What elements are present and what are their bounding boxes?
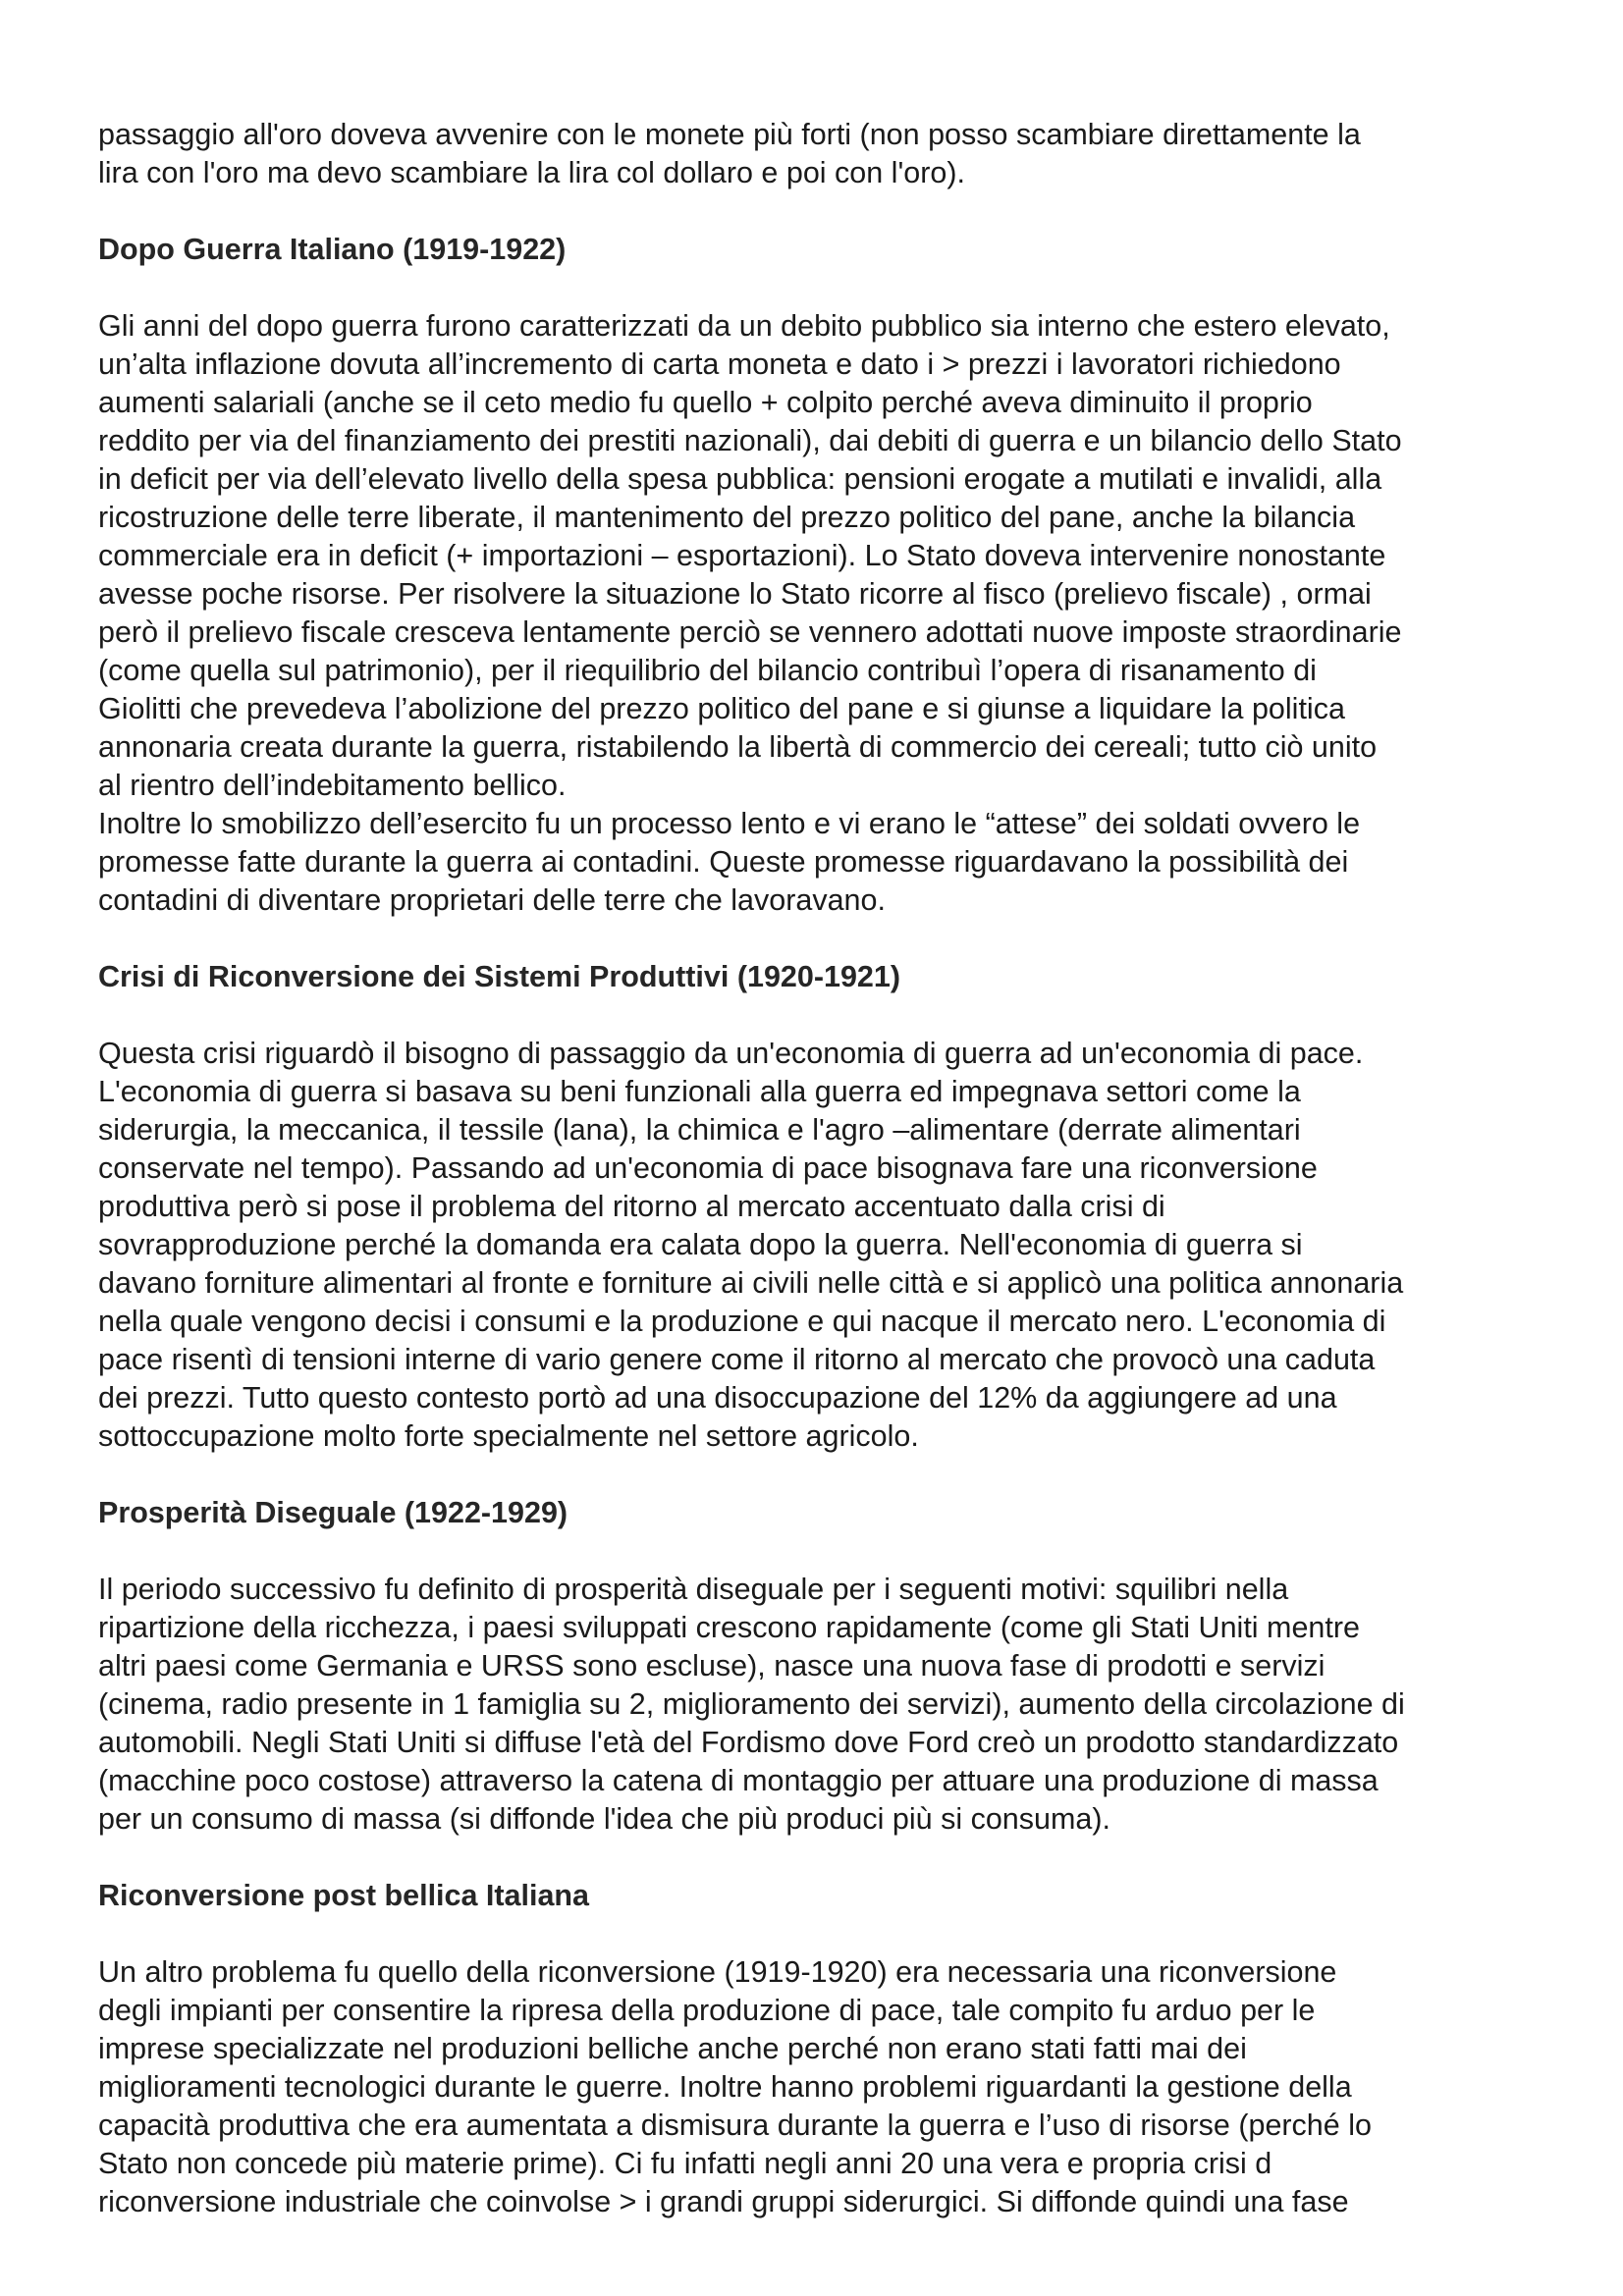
section-paragraph-crisi-riconversione: Questa crisi riguardò il bisogno di passaggio da un'economia di guerra ad un'economia di pace. L'economia di guerra si basava su beni funzionali alla guerra ed impegnava settori come la siderurgia, la meccanica, il tessile (lana), la chimica e l'agro –alimentare (derrate alimentari conservate nel tempo). Passando ad un'economia di pace bisognava fare una riconversione produttiva però si pose il problema del ritorno al mercato accentuato dalla crisi di sovrapproduzione perché la domanda era calata dopo la guerra. Nell'economia di guerra si davano forniture alimentari al fronte e forniture ai civili nelle città e si applicò una politica annonaria nella quale vengono decisi i consumi e la produzione e qui nacque il mercato nero. L'economia di pace risentì di tensioni interne di vario genere come il ritorno al mercato che provocò una caduta dei prezzi. Tutto questo contesto portò ad una disoccupazione del 12% da aggiungere ad una sottoccupazione molto forte specialmente nel settore agricolo. <box>98 1037 1404 1453</box>
section-heading-dopo-guerra: Dopo Guerra Italiano (1919-1922) <box>98 233 567 266</box>
section-heading-crisi-riconversione: Crisi di Riconversione dei Sistemi Produttivi (1920-1921) <box>98 960 900 993</box>
document-body <box>98 116 1551 2221</box>
section-paragraph-dopo-guerra: Gli anni del dopo guerra furono caratterizzati da un debito pubblico sia interno che estero elevato, un’alta inflazione dovuta all’incremento di carta moneta e dato i > prezzi i lavoratori richiedono aumenti salariali (anche se il ceto medio fu quello + colpito perché aveva diminuito il proprio reddito per via del finanziamento dei prestiti nazionali), dai debiti di guerra e un bilancio dello Stato in deficit per via dell’elevato livello della spesa pubblica: pensioni erogate a mutilati e invalidi, alla ricostruzione delle terre liberate, il mantenimento del prezzo politico del pane, anche la bilancia commerciale era in deficit (+ importazioni – esportazioni). Lo Stato doveva intervenire nonostante avesse poche risorse. Per risolvere la situazione lo Stato ricorre al fisco (prelievo fiscale) , ormai però il prelievo fiscale cresceva lentamente perciò se vennero adottati nuove imposte straordinarie (come quella sul patrimonio), per il riequilibrio del bilancio contribuì l’opera di risanamento di Giolitti che prevedeva l’abolizione del prezzo politico del pane e si giunse a liquidare la politica annonaria creata durante la guerra, ristabilendo la libertà di commercio dei cereali; tutto ciò unito al rientro dell’indebitamento bellico. Inoltre lo smobilizzo dell’esercito fu un processo lento e vi erano le “attese” dei soldati ovvero le promesse fatte durante la guerra ai contadini. Queste promesse riguardavano la possibilità dei contadini di diventare proprietari delle terre che lavoravano. <box>98 309 1402 917</box>
section-paragraph-prosperita: Il periodo successivo fu definito di prosperità diseguale per i seguenti motivi: squilibri nella ripartizione della ricchezza, i paesi sviluppati crescono rapidamente (come gli Stati Uniti mentre altri paesi come Germania e URSS sono escluse), nasce una nuova fase di prodotti e servizi (cinema, radio presente in 1 famiglia su 2, miglioramento dei servizi), aumento della circolazione di automobili. Negli Stati Uniti si diffuse l'età del Fordismo dove Ford creò un prodotto standardizzato (macchine poco costose) attraverso la catena di montaggio per attuare una produzione di massa per un consumo di massa (si diffonde l'idea che più produci più si consuma). <box>98 1573 1405 1836</box>
section-heading-riconversione-italiana: Riconversione post bellica Italiana <box>98 1879 590 1912</box>
spacer <box>98 1915 1551 1953</box>
spacer <box>98 1456 1551 1494</box>
spacer <box>98 996 1551 1035</box>
spacer <box>98 1839 1551 1877</box>
intro-paragraph: passaggio all'oro doveva avvenire con le monete più forti (non posso scambiare direttamente la lira con l'oro ma devo scambiare la lira col dollaro e poi con l'oro). <box>98 118 1361 189</box>
spacer <box>98 192 1551 231</box>
spacer <box>98 269 1551 307</box>
spacer <box>98 920 1551 958</box>
spacer <box>98 1532 1551 1571</box>
section-heading-prosperita: Prosperità Diseguale (1922-1929) <box>98 1496 568 1529</box>
section-paragraph-riconversione-italiana: Un altro problema fu quello della riconversione (1919-1920) era necessaria una riconversione degli impianti per consentire la ripresa della produzione di pace, tale compito fu arduo per le imprese specializzate nel produzioni belliche anche perché non erano stati fatti mai dei miglioramenti tecnologici durante le guerre. Inoltre hanno problemi riguardanti la gestione della capacità produttiva che era aumentata a dismisura durante la guerra e l’uso di risorse (perché lo Stato non concede più materie prime). Ci fu infatti negli anni 20 una vera e propria crisi d riconversione industriale che coinvolse > i grandi gruppi siderurgici. Si diffonde quindi una fase <box>98 1955 1372 2218</box>
